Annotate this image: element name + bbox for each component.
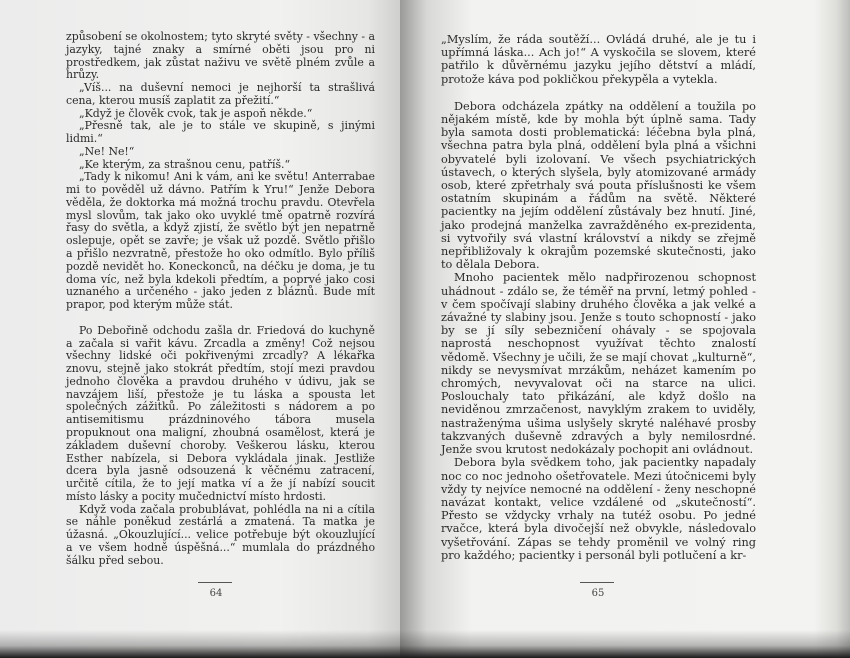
paragraph: „Když je člověk cvok, tak je aspoň někde.“ — [79, 106, 313, 120]
page-number-rule — [580, 582, 614, 583]
paragraph: Debora odcházela zpátky na oddělení a toužila po nějakém místě, kde by mohla být úplně sama. Tady byla samota dosti problematická: léčebna byla plná, všechna patra byla plná, oddělení byla plná a všichni obyvatelé byli izolovaní. Ve všech psychiatrických ústavech, o kterých slyšela, byly atomizované armády osob, které zpřetrhaly svá pouta příslušnosti ke všem ostatním skupinám a řádům na světě. Některé pacientky na jejím oddělení zůstávaly bez hnutí. Jiné, jako prodejná manželka zavražděného ex-prezidenta, si vytvořily svá vlastní království a nikdy se zřejmě nepřibližovaly k okrajům pozemské skutečnosti, jako to dělala Debora. — [441, 99, 756, 272]
paragraph: Po Debořině odchodu zašla dr. Friedová do kuchyně a začala si vařit kávu. Zrcadla a změny! Což nejsou všechny lidské oči pokřivenými zrcadly? A lékařka znovu, stejně jako stokrát předtím, stojí mezi pravdou jednoho člověka a pravdou druhého v údivu, jak se navzájem liší, přestože je tu láska a spousta let společných zážitků. Po záležitosti s nádorem a po antisemitismu prázdninového tábora musela propuknout ona maligní, zhoubná osamělost, která je základem duševní choroby. Veškerou lásku, kterou Esther nabízela, si Debora vykládala jinak. Jestliže dcera byla jasně odsouzená k věčnému zatracení, určitě cítila, že to její matka ví a že jí nabízí soucit místo lásky a pocity mučednictví místo hrdosti. — [66, 323, 375, 503]
right-page-text — [441, 33, 756, 562]
paragraph: „Myslím, že ráda soutěží... Ovládá druhé, ale je tu i upřímná láska... Ach jo!“ A vyskočila se slovem, které patřilo k důvěrnému jazyku jejího dětství a mládí, protože káva pod pokličkou překypěla a vytekla. — [441, 33, 756, 86]
paragraph: způsobení se okolnostem; tyto skryté světy - všechny - a jazyky, tajné znaky a smírné oběti jsou pro ni prostředkem, jak zůstat naživu ve světě plném zvůle a hrůzy. — [66, 30, 376, 82]
page-number-left: 64 — [209, 588, 223, 599]
paragraph: „Ne! Ne!“ — [79, 144, 135, 158]
paragraph: „Přesně tak, ale je to stále ve skupině, s jinými lidmi.“ — [66, 119, 375, 146]
paragraph: Debora byla svědkem toho, jak pacientky napadaly noc co noc jednoho ošetřovatele. Mezi útočnicemi byly vždy ty nejvíce nemocné na oddělení - ženy neschopné navázat kontakt, velice vzdálené od „skutečností“. Přesto se vždycky vrhaly na tutéž osobu. Po jedné rvačce, která byla divočejší než obvykle, následovalo vyšetřování. Zápas se tehdy proměnil ve volný ring pro každého; pacientky i personál byli potlučení a kr- — [441, 456, 756, 562]
page-number-right: 65 — [591, 588, 605, 599]
left-page-text — [66, 31, 375, 567]
paragraph: Když voda začala probublávat, pohlédla na ni a cítila se náhle poněkud zestárlá a zmatená. Ta matka je úžasná. „Okouzlující... velice potřebuje být okouzlující a ve všem hodně úspěšná...“ mumlala do prázdného šálku před sebou. — [66, 502, 375, 567]
paragraph: „Víš... na duševní nemoci je nejhorší ta strašlivá cena, kterou musíš zaplatit za přežití.“ — [66, 81, 375, 107]
left-page — [0, 0, 400, 658]
right-page — [400, 0, 850, 658]
bottom-edge-shadow — [0, 630, 850, 658]
paragraph: „Ke kterým, za strašnou cenu, patříš.“ — [79, 157, 291, 171]
page-number-rule — [198, 582, 232, 583]
paragraph: Mnoho pacientek mělo nadpřirozenou schopnost uhádnout - zdálo se, že téměř na první, letmý pohled - v čem spočívají slabiny druhého člověka a jak velké a závažné ty slabiny jsou. Jenže s touto schopností - jako by se jí síly sebezničení ohávaly - se spojovala naprostá neschopnost využívat těchto znalostí vědomě. Všechny je učili, že se mají chovat „kulturně“, nikdy se nevysmívat mrzákům, neházet kamením po chromých, nevyvalovat oči na starce na ulici. Poslouchaly tato přikázání, ale když došlo na neviděnou zmrzačenost, navyklým zrakem to uviděly, nastraženýma ušima uslyšely skryté naléhavé prosby takzvaných duševně zdravých a byly nemilosrdné. Jenže svou krutost nedokázaly pochopit ani ovládnout. — [441, 271, 756, 457]
paragraph: „Tady k nikomu! Ani k vám, ani ke světu! Anterrabae mi to pověděl už dávno. Patřím k Yru!“ Jenže Debora věděla, že doktorka má možná trochu pravdu. Otevřela mysl slovům, tak jako oko uvyklé tmě opatrně rozvírá řasy do světla, a když zjistí, že světlo být jen nepatrně oslepuje, opět se zavře; je však už pozdě. Světlo přišlo a přišlo nezvratně, přestože ho oko odmítlo. Bylo příliš pozdě nevidět ho. Koneckonců, na déčku je doma, je tu doma víc, než byla kdekoli předtím, a poprvé jako cosi uznaného a určeného - jako jeden z bláznů. Bude mít prapor, pod kterým může stát. — [66, 170, 375, 312]
